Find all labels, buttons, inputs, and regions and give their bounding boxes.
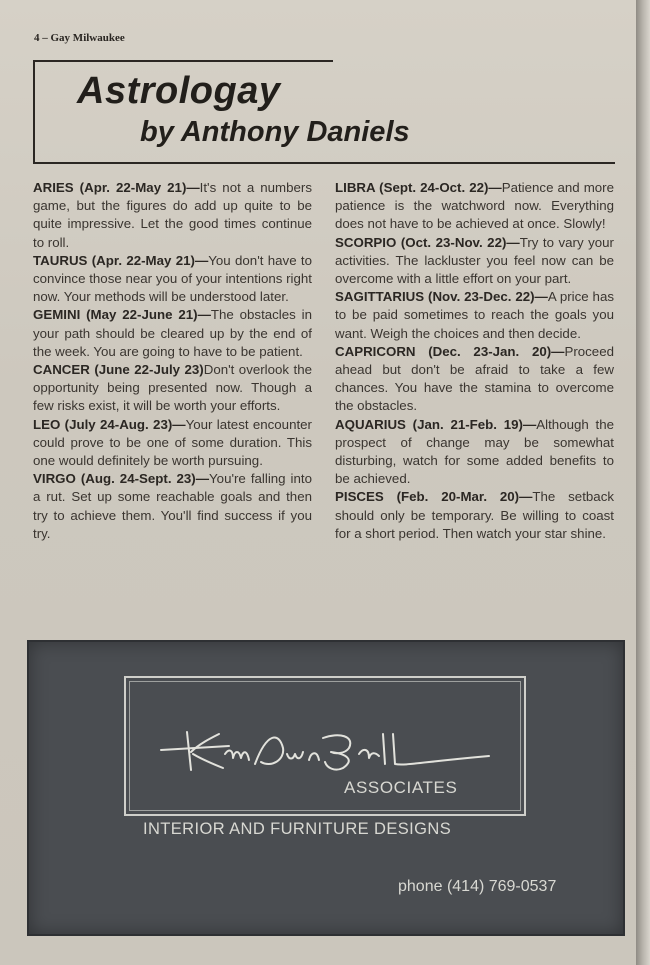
ad-tagline: INTERIOR AND FURNITURE DESIGNS [143, 820, 452, 838]
sign-heading: SCORPIO (Oct. 23-Nov. 22)— [335, 234, 520, 250]
sign-heading: CAPRICORN (Dec. 23-Jan. 20)— [335, 343, 565, 359]
sign-text: It's not a numbers game, but the figures do add up quite to be quite impressive. Let the good times continue to roll. [33, 180, 312, 250]
sign-text: Try to vary your activities. The lackluster you feel now can be overcome with a little effort on your part. [335, 234, 614, 287]
sign-text: Your latest encounter could prove to be one of some duration. This one would definitely be worth pursuing. [33, 416, 312, 469]
sign-text: Don't overlook the opportunity being presented now. Though a few risks exist, it will be worth your efforts. [33, 362, 312, 414]
sign-text: Patience and more patience is the watchword now. Everything does not have to be achieved at once. Slowly! [335, 180, 614, 232]
sign-heading: LIBRA (Sept. 24-Oct. 22)— [335, 180, 502, 195]
sign-text: Although the prospect of change may be somewhat disturbing, watch for some added benefits to be achieved. [335, 416, 615, 487]
sign-heading: ARIES (Apr. 22-May 21)— [33, 180, 200, 195]
horoscope-column-left [33, 179, 312, 543]
advertisement [27, 640, 625, 936]
horoscope-entry-taurus [33, 252, 312, 307]
sign-text: Proceed ahead but don't be afraid to take a few chances. You have the stamina to overcome the obstacles. [335, 343, 614, 414]
column-title: Astrologay [77, 70, 281, 112]
sign-text: The setback should only be temporary. Be willing to coast for a short period. Then watch your star shine. [335, 489, 614, 541]
sign-heading: CANCER (June 22-July 23) [33, 362, 204, 378]
page-folio: 4 – Gay Milwaukee [34, 32, 125, 44]
horoscope-entry-scorpio [335, 234, 614, 289]
horoscope-entry-aquarius [335, 416, 614, 489]
horoscope-entry-gemini [33, 306, 312, 361]
horoscope-entry-pisces [335, 488, 614, 543]
sign-heading: VIRGO (Aug. 24-Sept. 23)— [33, 471, 210, 487]
ad-phone: phone (414) 769-0537 [398, 878, 557, 895]
horoscope-column-right [335, 179, 614, 543]
horoscope-entry-aries [33, 179, 312, 252]
sign-heading: LEO (July 24-Aug. 23)— [33, 416, 186, 432]
horoscope-entry-virgo [33, 470, 312, 543]
horoscope-entry-sagittarius [335, 288, 614, 343]
sign-heading: GEMINI (May 22-June 21)— [33, 307, 211, 323]
title-rule-top [33, 60, 333, 62]
signature-logo [159, 724, 499, 784]
title-rule-bottom [33, 162, 615, 164]
title-rule-left [33, 60, 35, 164]
sign-heading: SAGITTARIUS (Nov. 23-Dec. 22)— [335, 289, 548, 305]
sign-heading: AQUARIUS (Jan. 21-Feb. 19)— [335, 416, 537, 432]
horoscope-entry-cancer [33, 361, 312, 416]
horoscope-entry-leo [33, 416, 312, 471]
horoscope-entry-capricorn [335, 343, 614, 416]
sign-text: A price has to be paid sometimes to reach the goals you want. Weigh the choices and then decide. [335, 289, 614, 341]
sign-text: The obstacles in your path should be cleared up by the end of the week. You are going to have to be patient. [33, 307, 312, 359]
ad-associates-text: ASSOCIATES [344, 778, 458, 797]
sign-text: You don't have to convince those near you of your intentions right now. Your methods will be understood later. [33, 252, 312, 305]
horoscope-entry-libra [335, 179, 614, 234]
sign-heading: TAURUS (Apr. 22-May 21)— [33, 252, 209, 268]
page-edge-shadow [636, 0, 650, 965]
sign-text: You're falling into a rut. Set up some reachable goals and then try to achieve them. You'll find success if you try. [33, 471, 312, 541]
column-byline: by Anthony Daniels [140, 116, 410, 148]
sign-heading: PISCES (Feb. 20-Mar. 20)— [335, 489, 533, 505]
